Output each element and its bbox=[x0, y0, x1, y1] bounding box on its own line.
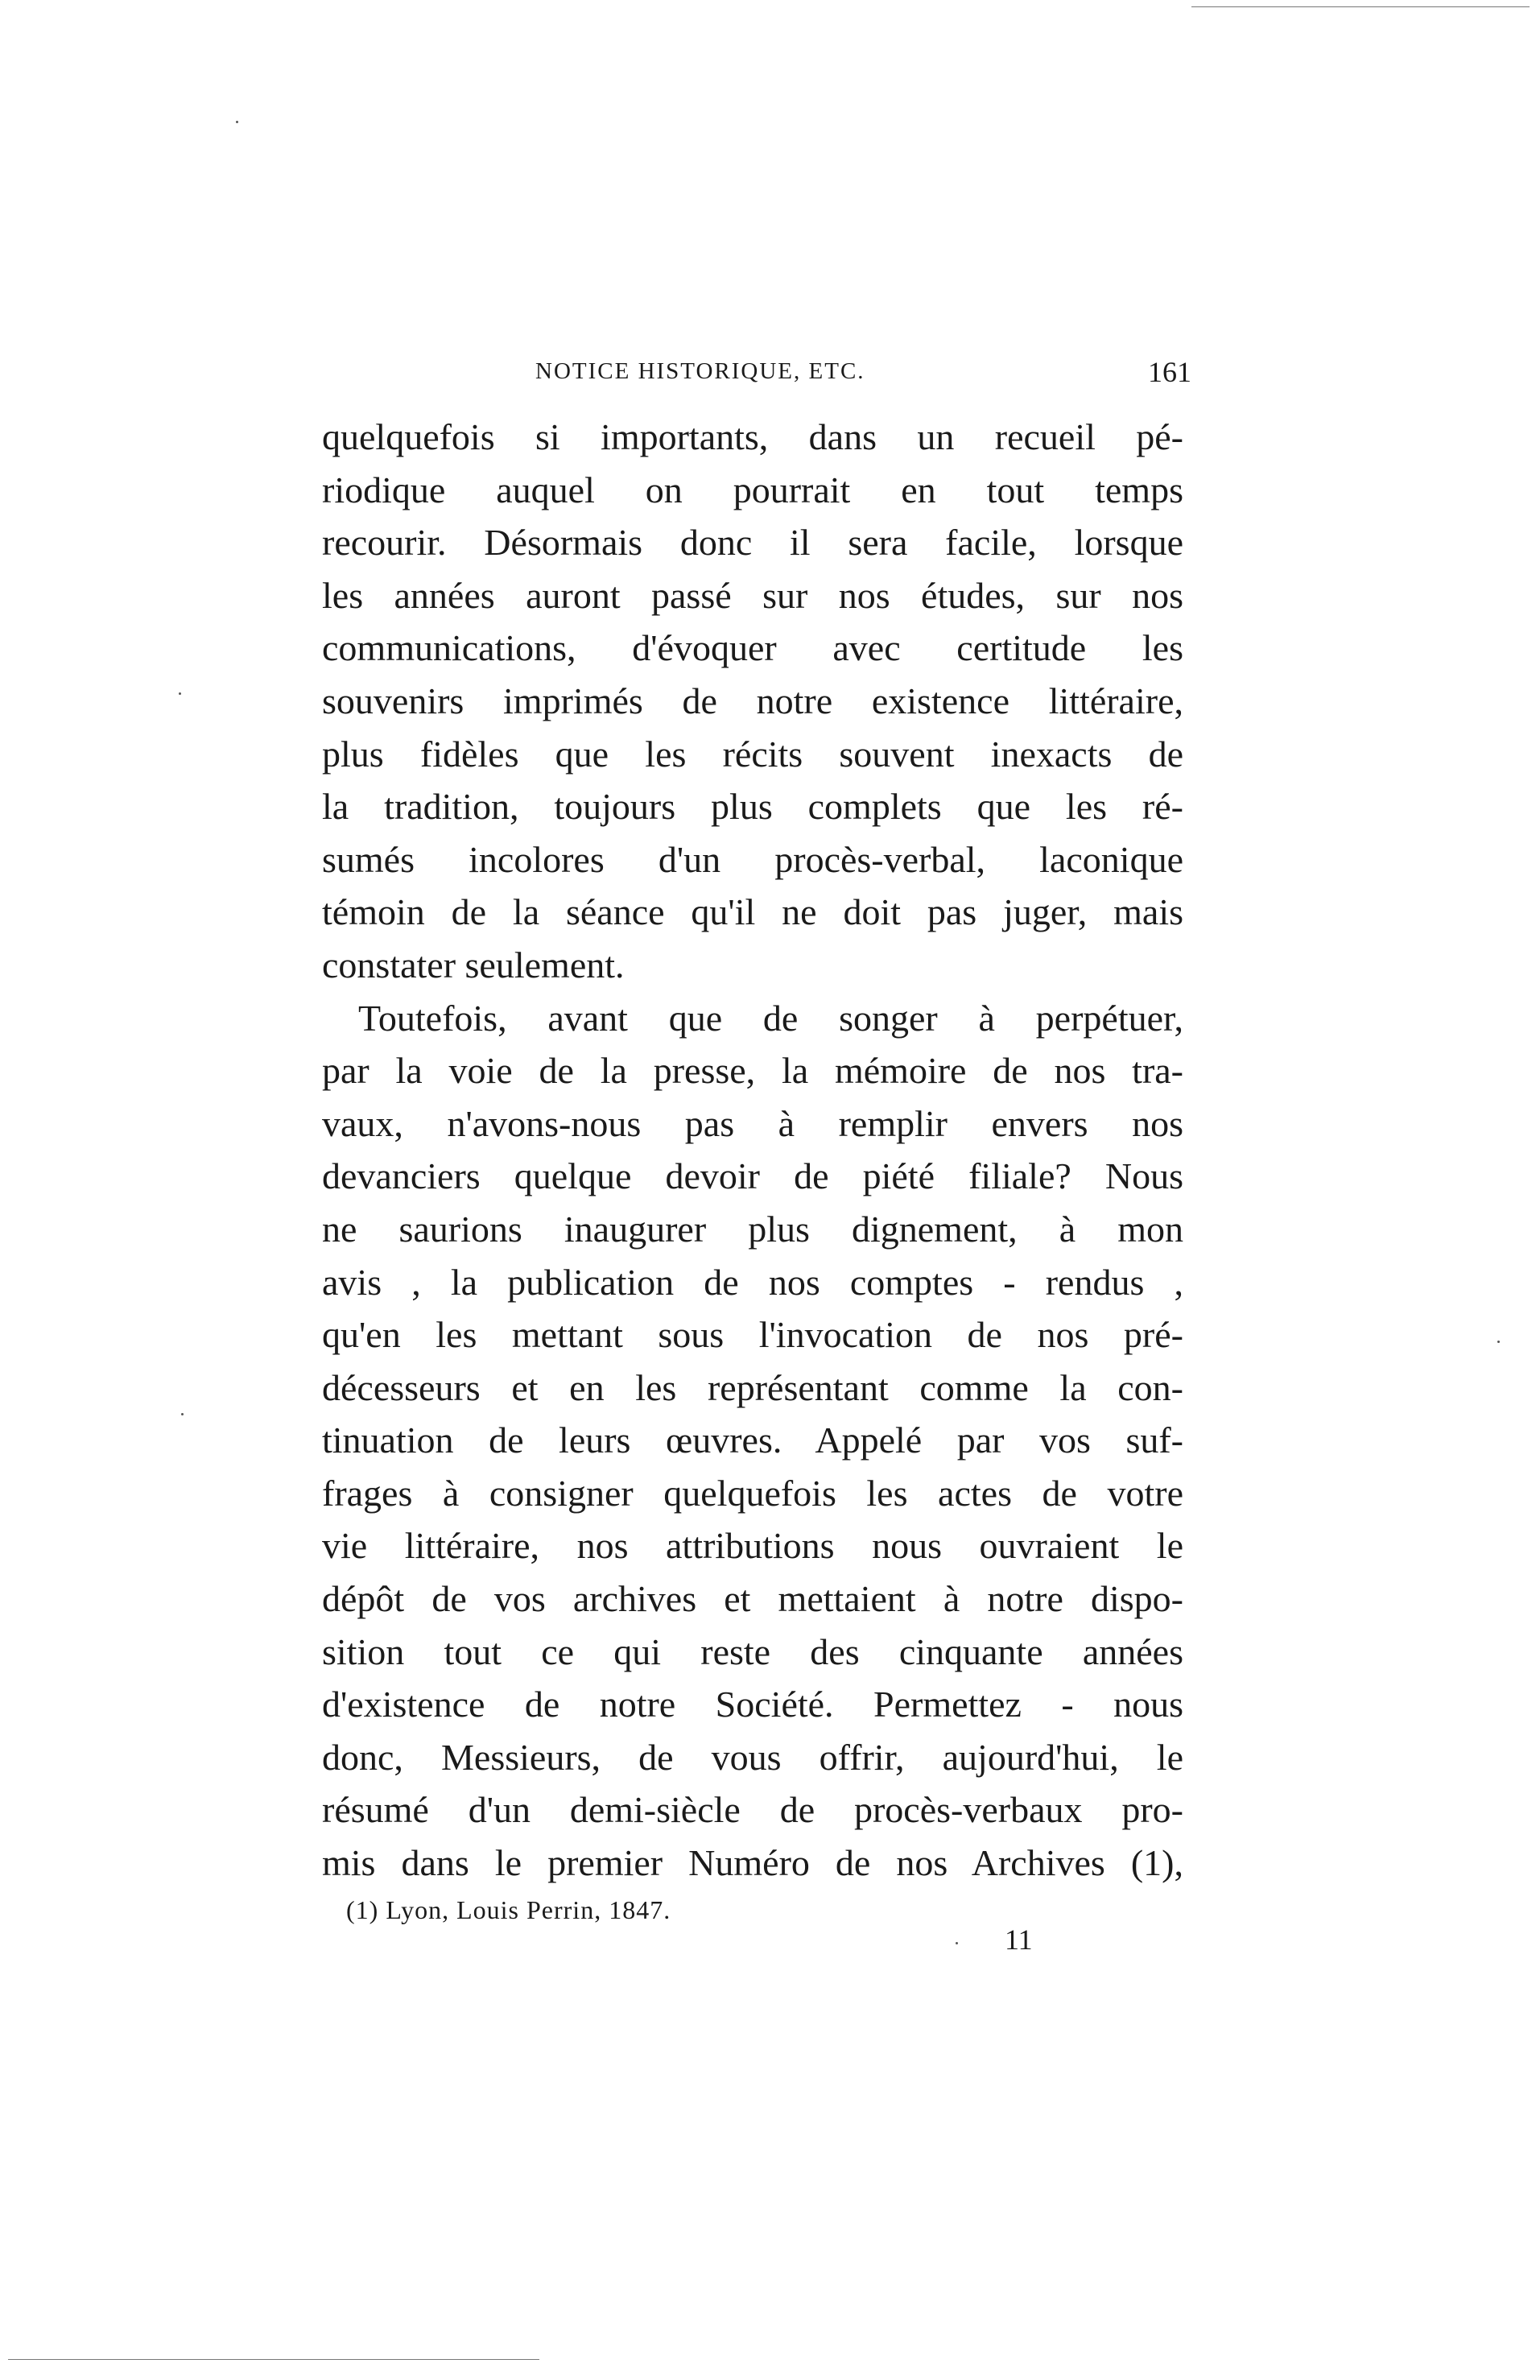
footnote: (1) Lyon, Louis Perrin, 1847. bbox=[346, 1895, 671, 1924]
text-line: communications, d'évoquer avec certitude les bbox=[322, 627, 1183, 669]
running-head bbox=[322, 358, 1191, 399]
text-line: décesseurs et en les représentant comme la con- bbox=[322, 1366, 1183, 1408]
text-line: la tradition, toujours plus complets que les ré- bbox=[322, 786, 1183, 828]
running-title: NOTICE HISTORIQUE, ETC. bbox=[535, 358, 865, 384]
text-line: sumés incolores d'un procès-verbal, laconique bbox=[322, 838, 1183, 880]
text-line: les années auront passé sur nos études, sur nos bbox=[322, 574, 1183, 616]
text-line: d'existence de notre Société. Permettez - nous bbox=[322, 1684, 1183, 1725]
text-line: avis , la publication de nos comptes - rendus , bbox=[322, 1261, 1183, 1303]
text-line: dépôt de vos archives et mettaient à notre dispo- bbox=[322, 1578, 1183, 1620]
paragraph-end-line: constater seulement. bbox=[322, 944, 625, 985]
text-line: par la voie de la presse, la mémoire de nos tra- bbox=[322, 1050, 1183, 1092]
stray-mark bbox=[181, 1413, 184, 1415]
stray-mark bbox=[1497, 1341, 1500, 1343]
text-line: sition tout ce qui reste des cinquante années bbox=[322, 1630, 1183, 1672]
stray-mark bbox=[179, 692, 181, 695]
body-text bbox=[322, 411, 1183, 1890]
text-line: riodique auquel on pourrait en tout temps bbox=[322, 469, 1183, 510]
text-line: vaux, n'avons-nous pas à remplir envers nos bbox=[322, 1102, 1183, 1144]
text-line: donc, Messieurs, de vous offrir, aujourd'hui, le bbox=[322, 1736, 1183, 1778]
text-line: vie littéraire, nos attributions nous ouvraient le bbox=[322, 1525, 1183, 1567]
scan-edge-top bbox=[1191, 6, 1530, 7]
text-line: mis dans le premier Numéro de nos Archives (1), bbox=[322, 1842, 1183, 1884]
stray-mark bbox=[236, 121, 238, 123]
text-line: tinuation de leurs œuvres. Appelé par vos suf- bbox=[322, 1419, 1183, 1461]
scan-edge-bottom bbox=[8, 2359, 539, 2360]
text-line: devanciers quelque devoir de piété filiale? Nous bbox=[322, 1155, 1183, 1197]
text-line: témoin de la séance qu'il ne doit pas juger, mais bbox=[322, 891, 1183, 933]
text-line: quelquefois si importants, dans un recueil pé- bbox=[322, 416, 1183, 457]
text-line: frages à consigner quelquefois les actes de votre bbox=[322, 1472, 1183, 1514]
text-line: ne saurions inaugurer plus dignement, à mon bbox=[322, 1208, 1183, 1250]
signature-mark: 11 bbox=[1005, 1923, 1033, 1956]
page-number: 161 bbox=[1148, 356, 1191, 388]
stray-mark bbox=[956, 1942, 958, 1944]
text-line: qu'en les mettant sous l'invocation de nos pré- bbox=[322, 1314, 1183, 1356]
paragraph-start-line: Toutefois, avant que de songer à perpétuer, bbox=[358, 997, 1183, 1039]
text-line: plus fidèles que les récits souvent inexacts de bbox=[322, 733, 1183, 775]
text-line: recourir. Désormais donc il sera facile, lorsque bbox=[322, 522, 1183, 564]
text-line: souvenirs imprimés de notre existence littéraire, bbox=[322, 680, 1183, 721]
text-line: résumé d'un demi-siècle de procès-verbaux pro- bbox=[322, 1789, 1183, 1831]
